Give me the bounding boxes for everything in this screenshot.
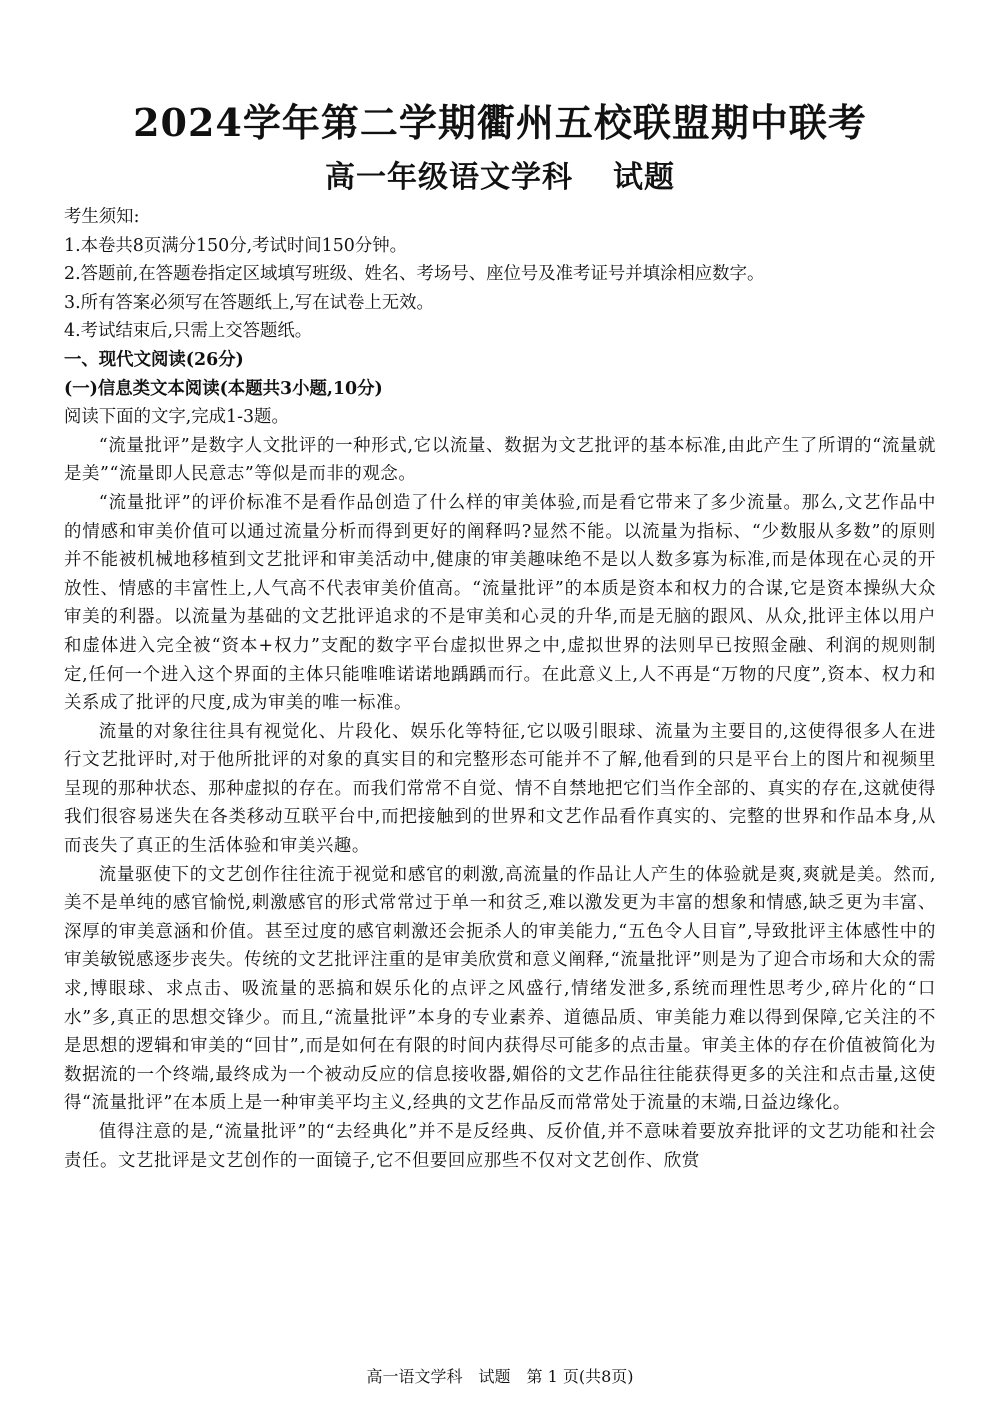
subtitle-subject: 高一年级语文学科 [325, 160, 573, 195]
passage-paragraph: “流量批评”是数字人文批评的一种形式,它以流量、数据为文艺批评的基本标准,由此产生了所谓的“流量就是美”“流量即人民意志”等似是而非的观念。 [64, 435, 936, 485]
passage-paragraph: “流量批评”的评价标准不是看作品创造了什么样的审美体验,而是看它带来了多少流量。那么,文艺作品中的情感和审美价值可以通过流量分析而得到更好的阐释吗?显然不能。以流量为指标、“少数服从多数”的原则并不能被机械地移植到文艺批评和审美活动中,健康的审美趣味绝不是以人数多寡为标准,而是体现在心灵的开放性、情感的丰富性上,人气高不代表审美价值高。“流量批评”的本质是资本和权力的合谋,它是资本操纵大众审美的利器。以流量为基础的文艺批评追求的不是审美和心灵的升华,而是无脑的跟风、从众,批评主体以用户和虚体进入完全被“资本+权力”支配的数字平台虚拟世界之中,虚拟世界的法则早已按照金融、利润的规则制定,任何一个进入这个界面的主体只能唯唯诺诺地踽踽而行。在此意义上,人不再是“万物的尺度”,资本、权力和关系成了批评的尺度,成为审美的唯一标准。 [64, 492, 936, 714]
notice-item: 4.考试结束后,只需上交答题纸。 [64, 321, 313, 342]
exam-content [64, 203, 936, 1175]
passage-paragraph: 流量的对象往往具有视觉化、片段化、娱乐化等特征,它以吸引眼球、流量为主要目的,这使得很多人在进行文艺批评时,对于他所批评的对象的真实目的和完整形态可能并不了解,他看到的只是平台上的图片和视频里呈现的那种状态、那种虚拟的存在。而我们常常不自觉、情不自禁地把它们当作全部的、真实的存在,这就使得我们很容易迷失在各类移动互联平台中,而把接触到的世界和文艺作品看作真实的、完整的世界和作品本身,从而丧失了真正的生活体验和审美兴趣。 [64, 721, 936, 857]
footer-page-number: 第 1 页(共8页) [526, 1367, 634, 1386]
passage-paragraph: 值得注意的是,“流量批评”的“去经典化”并不是反经典、反价值,并不意味着要放弃批评的文艺功能和社会责任。文艺批评是文艺创作的一面镜子,它不但要回应那些不仅对文艺创作、欣赏 [64, 1122, 936, 1171]
passage-paragraph: 流量驱使下的文艺创作往往流于视觉和感官的刺激,高流量的作品让人产生的体验就是爽,爽就是美。然而,美不是单纯的感官愉悦,刺激感官的形式常常过于单一和贫乏,难以激发更为丰富的想象和情感,缺乏更为丰富、深厚的审美意涵和价值。甚至过度的感官刺激还会扼杀人的审美能力,“五色令人目盲”,导致批评主体感性中的审美敏锐感逐步丧失。传统的文艺批评注重的是审美欣赏和意义阐释,“流量批评”则是为了迎合市场和大众的需求,博眼球、求点击、吸流量的恶搞和娱乐化的点评之风盛行,情绪发泄多,系统而理性思考少,碎片化的“口水”多,真正的思想交锋少。而且,“流量批评”本身的专业素养、道德品质、审美能力难以得到保障,它关注的不是思想的逻辑和审美的“回甘”,而是如何在有限的时间内获得尽可能多的点击量。审美主体的存在价值被简化为数据流的一个终端,最终成为一个被动反应的信息接收器,媚俗的文艺作品往往能获得更多的关注和点击量,这使得“流量批评”在本质上是一种审美平均主义,经典的文艺作品反而常常处于流量的末端,日益边缘化。 [64, 864, 936, 1114]
notice-heading: 考生须知: [64, 207, 140, 227]
notice-item: 1.本卷共8页满分150分,考试时间150分钟。 [64, 235, 408, 256]
exam-subtitle [0, 152, 1000, 196]
page-footer [0, 1364, 1000, 1387]
notice-item: 3.所有答案必须写在答题纸上,写在试卷上无效。 [64, 292, 434, 313]
exam-title: 2024学年第二学期衢州五校联盟期中联考 [133, 100, 867, 145]
reading-instruction: 阅读下面的文字,完成1-3题。 [64, 407, 289, 428]
footer-type: 试题 [478, 1367, 511, 1386]
notice-item: 2.答题前,在答题卷指定区域填写班级、姓名、考场号、座位号及准考证号并填涂相应数字。 [64, 264, 765, 285]
part-heading: (一)信息类文本阅读(本题共3小题,10分) [64, 378, 383, 399]
section-heading: 一、现代文阅读(26分) [64, 349, 244, 370]
subtitle-type: 试题 [613, 160, 675, 195]
footer-subject: 高一语文学科 [366, 1367, 463, 1386]
